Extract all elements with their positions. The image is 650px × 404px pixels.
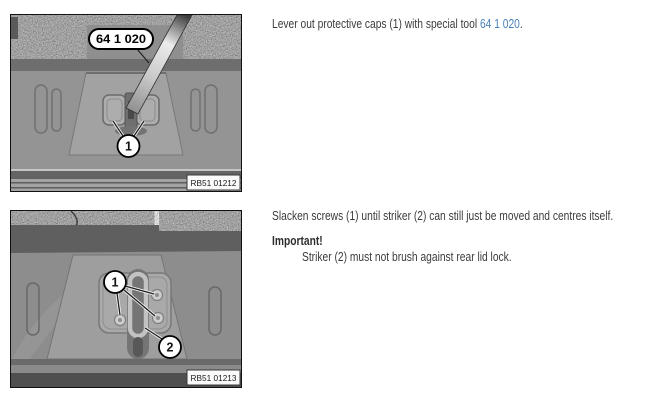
callout-1-number: 1 [111, 275, 119, 290]
figure-protective-caps [10, 14, 242, 192]
figure-striker [10, 210, 242, 388]
image-ref-text: RB51 01212 [190, 178, 237, 188]
tool-balloon-label: 64 1 020 [96, 32, 147, 46]
step1-text [272, 16, 644, 32]
step1-instruction-end: . [519, 17, 523, 31]
step2-text [272, 208, 644, 265]
figure-striker-illustration [11, 211, 241, 387]
striker-loop [127, 269, 149, 359]
callout-2-number: 2 [166, 340, 174, 355]
image-ref-label [187, 175, 240, 190]
step2-instruction: Slacken screws (1) until striker (2) can still just be moved and centres itself. [272, 209, 614, 223]
callout-1-number: 1 [125, 139, 132, 154]
special-tool-link[interactable]: 64 1 020 [479, 17, 520, 31]
important-heading: Important! [272, 234, 323, 248]
important-note: Striker (2) must not brush against rear lid lock. [302, 250, 512, 264]
shadow-band [11, 59, 241, 71]
image-ref-label [187, 370, 240, 385]
image-ref-text: RB51 01213 [190, 373, 237, 383]
step1-instruction: Lever out protective caps (1) with special tool [272, 17, 480, 31]
figure-protective-caps-illustration [11, 15, 241, 191]
